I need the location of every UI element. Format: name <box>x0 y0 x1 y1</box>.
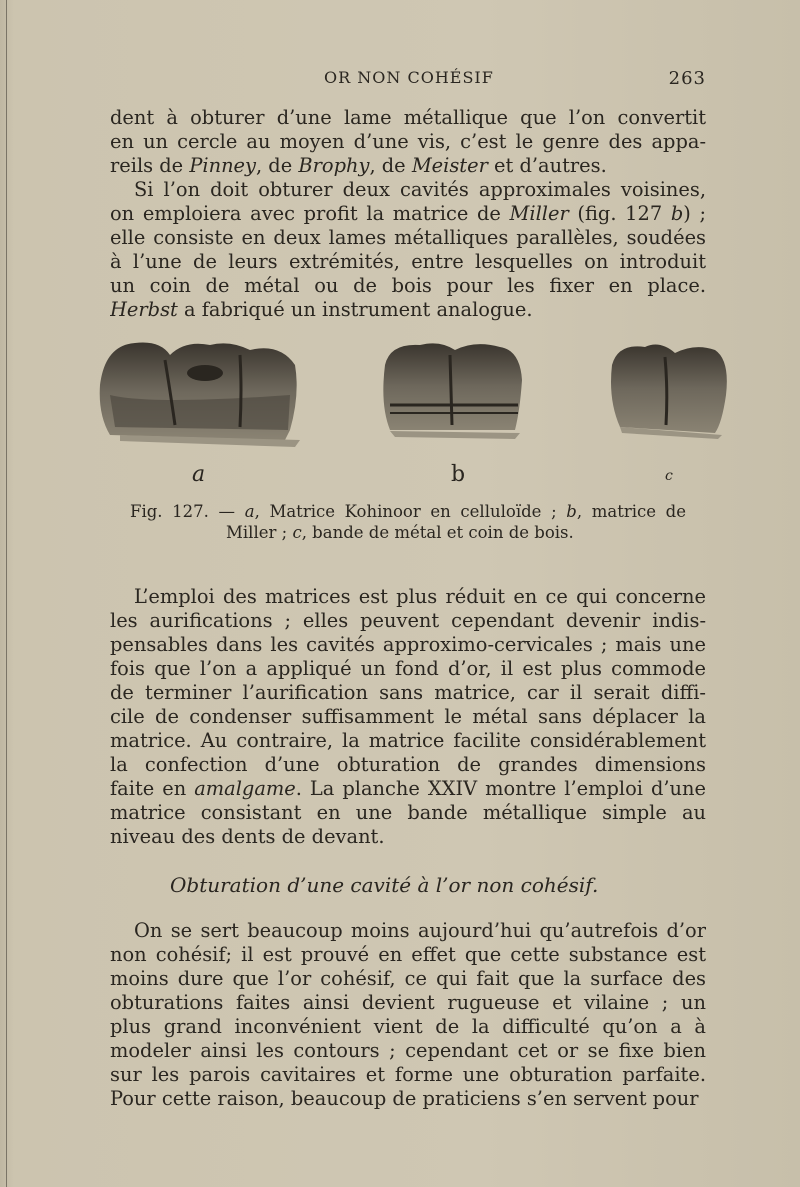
text-line: Herbst a fabriqué un instrument analogue. <box>110 298 533 321</box>
paragraph-3 <box>110 585 706 849</box>
teeth-illustration <box>90 335 730 465</box>
text-line: elle consiste en deux lames métalliques parallèles, soudées <box>110 226 706 249</box>
text-line: les aurifications ; elles peuvent cependant devenir indis- <box>110 609 706 632</box>
figure-c-teeth <box>611 345 727 439</box>
text-line: pensables dans les cavités approximo-cervicales ; mais une <box>110 633 706 656</box>
text-line: faite en amalgame. La planche XXIV montre l’emploi d’une <box>110 777 706 800</box>
text-line: à l’une de leurs extrémités, entre lesquelles on introduit <box>110 250 706 273</box>
text-line: on emploiera avec profit la matrice de Miller (fig. 127 b) ; <box>110 202 706 225</box>
caption-line-1: Fig. 127. — a, Matrice Kohinoor en celluloïde ; b, matrice de <box>130 502 686 521</box>
page-edge <box>6 0 7 1187</box>
section-heading: Obturation d’une cavité à l’or non cohésif. <box>170 873 599 897</box>
figure-caption <box>130 501 686 543</box>
paragraph-1 <box>110 106 706 178</box>
text-line: non cohésif; il est prouvé en effet que cette substance est <box>110 943 706 966</box>
text-line: matrice consistant en une bande métallique simple au <box>110 801 706 824</box>
figure-a-teeth <box>100 343 300 448</box>
figure-label-a: a <box>192 462 206 487</box>
text-line: niveau des dents de devant. <box>110 825 385 848</box>
text-line: cile de condenser suffisamment le métal sans déplacer la <box>110 705 706 728</box>
text-line: plus grand inconvénient vient de la difficulté qu’on a à <box>110 1015 706 1038</box>
text-line: On se sert beaucoup moins aujourd’hui qu’autrefois d’or <box>134 919 706 942</box>
text-line: obturations faites ainsi devient rugueuse et vilaine ; un <box>110 991 706 1014</box>
text-line: fois que l’on a appliqué un fond d’or, il est plus commode <box>110 657 706 680</box>
text-line: matrice. Au contraire, la matrice facilite considérablement <box>110 729 706 752</box>
page-number: 263 <box>668 68 706 89</box>
text-line: un coin de métal ou de bois pour les fixer en place. <box>110 274 706 297</box>
figure-127 <box>90 335 730 465</box>
running-header <box>110 68 706 94</box>
text-line: de terminer l’aurification sans matrice, car il serait diffi- <box>110 681 706 704</box>
paragraph-2 <box>110 178 706 322</box>
text-line: en un cercle au moyen d’une vis, c’est le genre des appa- <box>110 130 706 153</box>
figure-label-c: c <box>665 468 673 484</box>
caption-line-2: Miller ; c, bande de métal et coin de bois. <box>226 523 574 542</box>
text-line: Si l’on doit obturer deux cavités approximales voisines, <box>134 178 706 201</box>
text-line: modeler ainsi les contours ; cependant cet or se fixe bien <box>110 1039 706 1062</box>
figure-label-b: b <box>451 462 466 487</box>
text-line: moins dure que l’or cohésif, ce qui fait que la surface des <box>110 967 706 990</box>
paragraph-4 <box>110 919 706 1111</box>
text-line: la confection d’une obturation de grandes dimensions <box>110 753 706 776</box>
text-line: L’emploi des matrices est plus réduit en ce qui concerne <box>134 585 706 608</box>
text-line: reils de Pinney, de Brophy, de Meister et d’autres. <box>110 154 607 177</box>
text-line: sur les parois cavitaires et forme une obturation parfaite. <box>110 1063 706 1086</box>
text-line: Pour cette raison, beaucoup de praticiens s’en servent pour <box>110 1087 699 1110</box>
figure-b-teeth <box>383 343 522 439</box>
running-title: OR NON COHÉSIF <box>324 68 494 87</box>
text-line: dent à obturer d’une lame métallique que l’on convertit <box>110 106 706 129</box>
